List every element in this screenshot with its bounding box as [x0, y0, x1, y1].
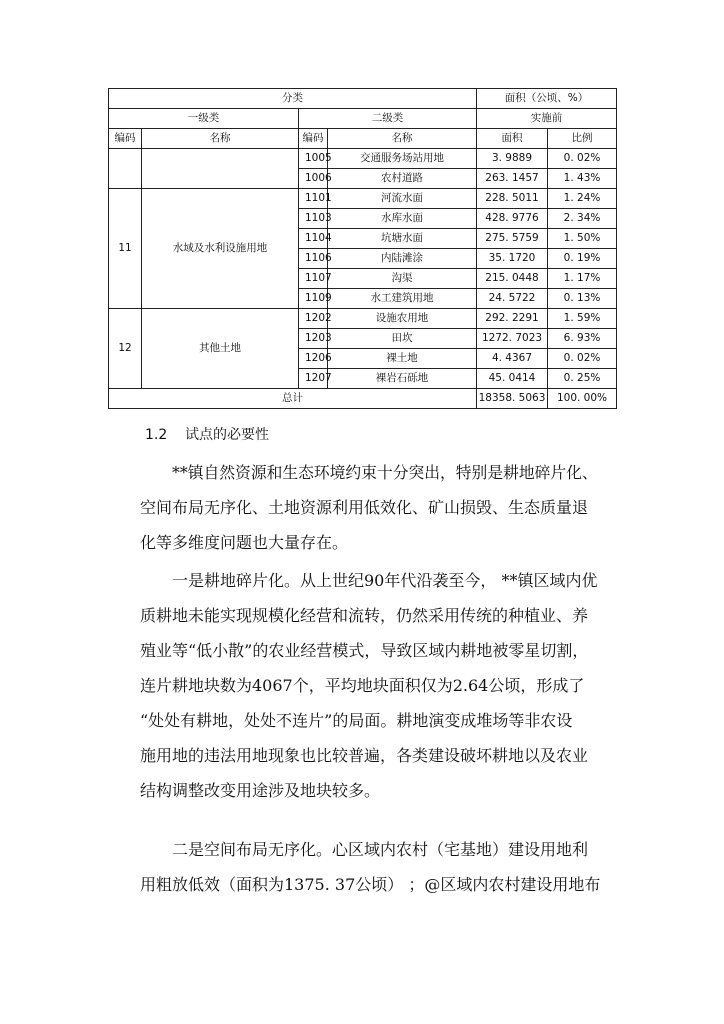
paragraph-line: 二是空间布局无序化。心区域内农村（宅基地）建设用地利	[172, 840, 589, 859]
level2-name: 坑塘水面	[328, 229, 477, 249]
paragraph-line: 一是耕地碎片化。从上世纪90年代沿袭至今， **镇区域内优	[172, 571, 598, 590]
ratio-value: 1. 50%	[548, 229, 617, 249]
level2-code: 1107	[299, 269, 328, 289]
header-code: 编码	[109, 129, 142, 149]
area-value: 292. 2291	[477, 309, 548, 329]
level2-name: 河流水面	[328, 189, 477, 209]
paragraph-line: 用粗放低效（面积为1375. 37公顷） ；@区域内农村建设用地布	[140, 875, 601, 894]
area-value: 1272. 7023	[477, 329, 548, 349]
paragraph-line: 结构调整改变用途涉及地块较多。	[140, 781, 381, 800]
level2-code: 1104	[299, 229, 328, 249]
level1-code: 12	[109, 309, 142, 389]
section-number: 1.2	[145, 427, 168, 443]
header-level2: 二级类	[299, 109, 477, 129]
level2-code: 1207	[299, 369, 328, 389]
level2-name: 裸土地	[328, 349, 477, 369]
ratio-value: 2. 34%	[548, 209, 617, 229]
level2-code: 1203	[299, 329, 328, 349]
paragraph-constraints	[140, 455, 602, 560]
level2-name: 田坎	[328, 329, 477, 349]
level1-name: 水域及水利设施用地	[142, 189, 299, 309]
ratio-value: 0. 25%	[548, 369, 617, 389]
section-title: 试点的必要性	[185, 427, 269, 443]
header-name: 名称	[328, 129, 477, 149]
table-header-row	[109, 109, 617, 129]
header-level1: 一级类	[109, 109, 299, 129]
table-row	[109, 309, 617, 329]
area-value: 428. 9776	[477, 209, 548, 229]
level1-name: 其他土地	[142, 309, 299, 389]
level1-code: 11	[109, 189, 142, 309]
level2-name: 裸岩石砾地	[328, 369, 477, 389]
level2-code: 1103	[299, 209, 328, 229]
table-total-row	[109, 389, 617, 409]
table-header-row	[109, 129, 617, 149]
ratio-value: 0. 02%	[548, 349, 617, 369]
level2-name: 水工建筑用地	[328, 289, 477, 309]
area-value: 263. 1457	[477, 169, 548, 189]
header-area: 面积	[477, 129, 548, 149]
paragraph-line: 化等多维度问题也大量存在。	[140, 533, 349, 552]
area-value: 24. 5722	[477, 289, 548, 309]
land-use-table	[108, 88, 617, 409]
area-value: 3. 9889	[477, 149, 548, 169]
paragraph-line: “处处有耕地，处处不连片”的局面。耕地演变成堆场等非农设	[140, 711, 573, 730]
table-row	[109, 149, 617, 169]
level1-code	[109, 149, 142, 189]
level2-name: 沟渠	[328, 269, 477, 289]
header-ratio: 比例	[548, 129, 617, 149]
level1-name	[142, 149, 299, 189]
paragraph-line: 施用地的违法用地现象也比较普遍，各类建设破坏耕地以及农业	[140, 746, 589, 765]
area-value: 215. 0448	[477, 269, 548, 289]
level2-name: 农村道路	[328, 169, 477, 189]
level2-code: 1101	[299, 189, 328, 209]
ratio-value: 1. 24%	[548, 189, 617, 209]
header-before: 实施前	[477, 109, 617, 129]
area-value: 45. 0414	[477, 369, 548, 389]
level2-name: 交通服务场站用地	[328, 149, 477, 169]
ratio-value: 1. 59%	[548, 309, 617, 329]
paragraph-line: 空间布局无序化、土地资源利用低效化、矿山损毁、生态质量退	[140, 498, 589, 517]
level2-code: 1006	[299, 169, 328, 189]
table-row	[109, 189, 617, 209]
total-ratio: 100. 00%	[548, 389, 617, 409]
level2-code: 1202	[299, 309, 328, 329]
paragraph-line: 连片耕地块数为4067个，平均地块面积仅为2.64公顷，形成了	[140, 676, 585, 695]
paragraph-line: 殖业等“低小散”的农业经营模式，导致区域内耕地被零星切割，	[140, 641, 589, 660]
level2-code: 1106	[299, 249, 328, 269]
level2-name: 内陆滩涂	[328, 249, 477, 269]
area-value: 228. 5011	[477, 189, 548, 209]
total-area: 18358. 5063	[477, 389, 548, 409]
paragraph-line: **镇自然资源和生态环境约束十分突出，特别是耕地碎片化、	[172, 463, 598, 482]
area-value: 35. 1720	[477, 249, 548, 269]
level2-code: 1206	[299, 349, 328, 369]
table-header-row	[109, 89, 617, 109]
ratio-value: 0. 13%	[548, 289, 617, 309]
area-value: 275. 5759	[477, 229, 548, 249]
header-code: 编码	[299, 129, 328, 149]
section-heading	[145, 425, 269, 445]
total-label: 总计	[109, 389, 477, 409]
ratio-value: 1. 17%	[548, 269, 617, 289]
paragraph-farmland	[140, 563, 602, 808]
header-category: 分类	[109, 89, 477, 109]
level2-name: 水库水面	[328, 209, 477, 229]
paragraph-spatial-layout	[140, 832, 602, 902]
ratio-value: 1. 43%	[548, 169, 617, 189]
paragraph-line: 质耕地未能实现规模化经营和流转，仍然采用传统的种植业、养	[140, 606, 589, 625]
level2-code: 1109	[299, 289, 328, 309]
ratio-value: 0. 19%	[548, 249, 617, 269]
area-value: 4. 4367	[477, 349, 548, 369]
ratio-value: 0. 02%	[548, 149, 617, 169]
header-area-unit: 面积（公顷、%）	[477, 89, 617, 109]
level2-code: 1005	[299, 149, 328, 169]
header-name: 名称	[142, 129, 299, 149]
ratio-value: 6. 93%	[548, 329, 617, 349]
level2-name: 设施农用地	[328, 309, 477, 329]
